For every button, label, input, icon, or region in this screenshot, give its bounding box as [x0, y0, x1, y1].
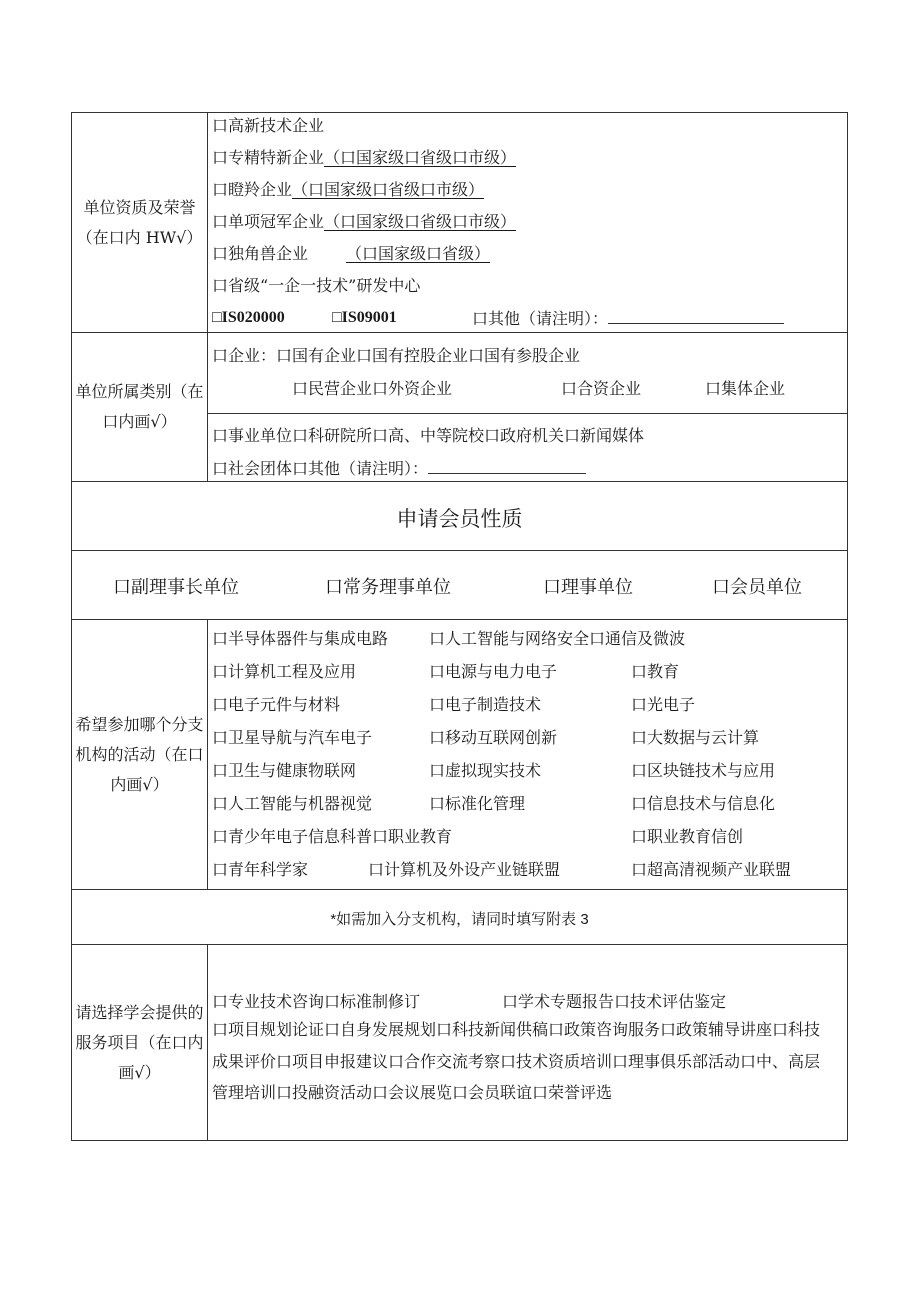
qualification-option-specialized[interactable]: 口专精特新企业（口国家级口省级口市级） [212, 148, 517, 167]
branches-note-row [72, 890, 847, 945]
branch-option[interactable]: 口青少年电子信息科普口职业教育 [212, 827, 453, 846]
branch-option[interactable]: 口青年科学家 [212, 860, 309, 879]
branch-option[interactable]: 口大数据与云计算 [631, 728, 760, 747]
branches-note: *如需加入分支机构，请同时填写附表 3 [330, 911, 589, 928]
branch-option[interactable]: 口人工智能与网络安全口通信及微波 [429, 629, 686, 648]
membership-heading-row [72, 482, 847, 551]
branch-option[interactable]: 口信息技术与信息化 [631, 794, 776, 813]
category-divider [208, 413, 847, 414]
branch-option[interactable]: 口计算机工程及应用 [212, 662, 357, 681]
qualification-option-rd-center[interactable]: 口省级“一企一技术”研发中心 [212, 276, 421, 295]
branch-option[interactable]: 口半导体器件与集成电路 [212, 629, 389, 648]
services-row [72, 945, 847, 1140]
branch-option[interactable]: 口标准化管理 [429, 794, 526, 813]
branches-label: 希望参加哪个分支机构的活动（在口内画√） [72, 620, 208, 889]
membership-executive-director[interactable]: 口常务理事单位 [325, 577, 451, 598]
branch-option[interactable]: 口超高清视频产业联盟 [631, 860, 792, 879]
qualification-other[interactable]: 口其他（请注明）： [472, 308, 784, 329]
qualification-label: 单位资质及荣誉（在口内 HW√） [72, 113, 208, 332]
branches-row [72, 620, 847, 890]
branch-option[interactable]: 口电子制造技术 [429, 695, 542, 714]
branch-option[interactable]: 口卫星导航与汽车电子 [212, 728, 373, 747]
qualification-option-high-tech[interactable]: 口高新技术企业 [212, 116, 325, 135]
qualification-option-gazelle[interactable]: 口瞪羚企业（口国家级口省级口市级） [212, 180, 485, 199]
service-option-line1b[interactable]: 口学术专题报告口技术评估鉴定 [502, 992, 727, 1011]
services-label: 请选择学会提供的服务项目（在口内画√） [72, 945, 208, 1140]
services-paragraph[interactable]: 口项目规划论证口自身发展规划口科技新闻供稿口政策咨询服务口政策辅导讲座口科技成果评价口项目申报建议口合作交流考察口技术资质培训口理事俱乐部活动口中、高层管理培训口投融资活动口会议展览口会员联谊口荣誉评选 [212, 1020, 821, 1102]
membership-director[interactable]: 口理事单位 [543, 577, 633, 598]
category-other-blank[interactable] [428, 458, 586, 474]
category-joint-venture[interactable]: 口合资企业 [561, 379, 642, 398]
branch-option[interactable]: 口光电子 [631, 695, 696, 714]
category-collective[interactable]: 口集体企业 [705, 379, 786, 398]
branch-option[interactable]: 口移动互联网创新 [429, 728, 558, 747]
branch-option[interactable]: 口职业教育信创 [631, 827, 744, 846]
category-label: 单位所属类别（在口内画√） [72, 333, 208, 481]
membership-member[interactable]: 口会员单位 [712, 577, 802, 598]
qualification-row [72, 113, 847, 333]
branch-option[interactable]: 口区块链技术与应用 [631, 761, 776, 780]
qualification-options [208, 113, 847, 332]
branch-option[interactable]: 口计算机及外设产业链联盟 [368, 860, 561, 879]
branches-options [208, 620, 847, 889]
membership-options-row [72, 551, 847, 620]
iso20000-checkbox[interactable]: □IS020000 [212, 309, 285, 326]
branch-option[interactable]: 口电源与电力电子 [429, 662, 558, 681]
category-private-foreign[interactable]: 口民营企业口外资企业 [292, 379, 453, 398]
qualification-option-unicorn[interactable]: 口独角兽企业 （口国家级口省级） [212, 244, 491, 263]
membership-form [71, 112, 848, 1141]
branch-option[interactable]: 口电子元件与材料 [212, 695, 341, 714]
qualification-option-champion[interactable]: 口单项冠军企业（口国家级口省级口市级） [212, 212, 517, 231]
branch-option[interactable]: 口虚拟现实技术 [429, 761, 542, 780]
membership-heading: 申请会员性质 [396, 507, 523, 531]
branch-option[interactable]: 口卫生与健康物联网 [212, 761, 357, 780]
branch-option[interactable]: 口人工智能与机器视觉 [212, 794, 373, 813]
iso9001-checkbox[interactable]: □IS09001 [332, 309, 397, 326]
services-options [208, 945, 847, 1140]
qualification-other-blank[interactable] [608, 308, 784, 324]
category-other-line[interactable]: 口社会团体口其他（请注明）： [212, 458, 586, 479]
category-enterprise-line[interactable]: 口企业：口国有企业口国有控股企业口国有参股企业 [212, 346, 581, 365]
service-option-line1a[interactable]: 口专业技术咨询口标准制修订 [212, 992, 421, 1011]
membership-vice-chair[interactable]: 口副理事长单位 [113, 577, 239, 598]
branch-option[interactable]: 口教育 [631, 662, 680, 681]
category-row [72, 333, 847, 482]
category-institution-line[interactable]: 口事业单位口科研院所口高、中等院校口政府机关口新闻媒体 [212, 426, 645, 445]
